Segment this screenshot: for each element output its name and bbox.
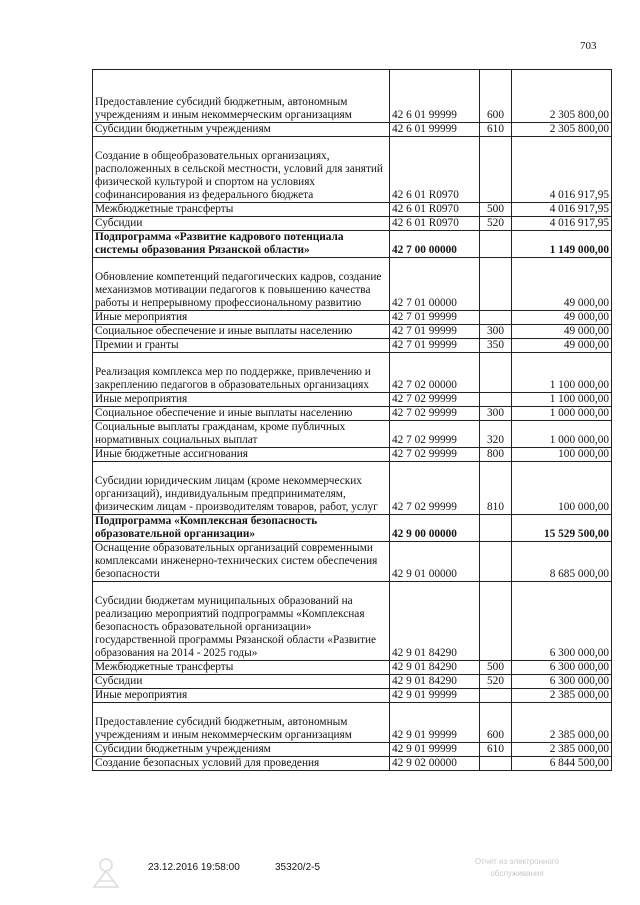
row-name-cell: Социальное обеспечение и иные выплаты населению bbox=[93, 325, 390, 339]
row-vr-cell: 520 bbox=[480, 217, 512, 231]
row-vr-cell: 610 bbox=[480, 743, 512, 757]
row-name-cell: Подпрограмма «Комплексная безопасность образовательной организации» bbox=[93, 515, 390, 542]
table-row bbox=[93, 203, 612, 217]
budget-table-body bbox=[93, 70, 612, 771]
row-vr-cell bbox=[480, 353, 512, 393]
table-row bbox=[93, 407, 612, 421]
row-name-cell: Реализация комплекса мер по поддержке, привлечению и закреплению педагогов в образовательных организациях bbox=[93, 353, 390, 393]
row-code-cell: 42 6 01 R0970 bbox=[390, 137, 480, 203]
table-row bbox=[93, 70, 612, 123]
row-vr-cell: 300 bbox=[480, 407, 512, 421]
row-vr-cell bbox=[480, 393, 512, 407]
table-row bbox=[93, 231, 612, 258]
row-vr-cell bbox=[480, 515, 512, 542]
footer-datetime: 23.12.2016 19:58:00 bbox=[148, 862, 240, 873]
row-vr-cell bbox=[480, 311, 512, 325]
table-row bbox=[93, 448, 612, 462]
table-row bbox=[93, 353, 612, 393]
footer-doc-id: 35320/2-5 bbox=[275, 862, 321, 873]
row-name-cell: Субсидии бюджетам муниципальных образований на реализацию мероприятий подпрограммы «Комплексная безопасность образовательной организации» государственной программы Рязанской области «Развитие образования на 2014 - 2025 годы» bbox=[93, 582, 390, 661]
row-sum-cell: 1 149 000,00 bbox=[512, 231, 612, 258]
page-number: 703 bbox=[580, 40, 597, 52]
table-row bbox=[93, 393, 612, 407]
row-vr-cell: 300 bbox=[480, 325, 512, 339]
row-vr-cell bbox=[480, 689, 512, 703]
row-code-cell: 42 6 01 99999 bbox=[390, 70, 480, 123]
table-row bbox=[93, 757, 612, 771]
row-vr-cell: 810 bbox=[480, 462, 512, 515]
row-code-cell: 42 9 02 00000 bbox=[390, 757, 480, 771]
row-sum-cell: 2 385 000,00 bbox=[512, 689, 612, 703]
watermark-stamp: Отчет из электронного обслуживания bbox=[474, 857, 560, 878]
row-code-cell: 42 9 01 99999 bbox=[390, 743, 480, 757]
row-name-cell: Оснащение образовательных организаций современными комплексами инженерно-технических систем обеспечения безопасности bbox=[93, 542, 390, 582]
row-code-cell: 42 7 01 99999 bbox=[390, 311, 480, 325]
row-name-cell: Межбюджетные трансферты bbox=[93, 203, 390, 217]
row-code-cell: 42 7 02 99999 bbox=[390, 448, 480, 462]
row-sum-cell: 49 000,00 bbox=[512, 325, 612, 339]
row-sum-cell: 4 016 917,95 bbox=[512, 203, 612, 217]
table-row bbox=[93, 462, 612, 515]
row-name-cell: Иные бюджетные ассигнования bbox=[93, 448, 390, 462]
table-row bbox=[93, 123, 612, 137]
row-vr-cell bbox=[480, 757, 512, 771]
row-code-cell: 42 9 00 00000 bbox=[390, 515, 480, 542]
row-code-cell: 42 9 01 84290 bbox=[390, 675, 480, 689]
table-row bbox=[93, 325, 612, 339]
table-row bbox=[93, 689, 612, 703]
row-vr-cell bbox=[480, 542, 512, 582]
row-sum-cell: 100 000,00 bbox=[512, 462, 612, 515]
row-code-cell: 42 6 01 99999 bbox=[390, 123, 480, 137]
row-sum-cell: 1 000 000,00 bbox=[512, 421, 612, 448]
table-row bbox=[93, 258, 612, 311]
budget-table bbox=[92, 69, 612, 771]
row-code-cell: 42 6 01 R0970 bbox=[390, 203, 480, 217]
row-vr-cell bbox=[480, 137, 512, 203]
table-row bbox=[93, 675, 612, 689]
row-code-cell: 42 9 01 99999 bbox=[390, 689, 480, 703]
row-vr-cell: 350 bbox=[480, 339, 512, 353]
row-sum-cell: 2 385 000,00 bbox=[512, 743, 612, 757]
row-sum-cell: 6 844 500,00 bbox=[512, 757, 612, 771]
table-row bbox=[93, 703, 612, 743]
row-name-cell: Субсидии юридическим лицам (кроме некоммерческих организаций), индивидуальным предпринимателям, физическим лицам - производителям товаров, работ, услуг bbox=[93, 462, 390, 515]
row-vr-cell bbox=[480, 582, 512, 661]
row-code-cell: 42 7 02 99999 bbox=[390, 393, 480, 407]
table-row bbox=[93, 515, 612, 542]
row-name-cell: Социальное обеспечение и иные выплаты населению bbox=[93, 407, 390, 421]
row-name-cell: Создание безопасных условий для проведения bbox=[93, 757, 390, 771]
row-sum-cell: 15 529 500,00 bbox=[512, 515, 612, 542]
row-sum-cell: 6 300 000,00 bbox=[512, 661, 612, 675]
table-row bbox=[93, 137, 612, 203]
row-sum-cell: 2 305 800,00 bbox=[512, 70, 612, 123]
row-name-cell: Субсидии бюджетным учреждениям bbox=[93, 123, 390, 137]
row-name-cell: Предоставление субсидий бюджетным, автономным учреждениям и иным некоммерческим организациям bbox=[93, 70, 390, 123]
row-vr-cell bbox=[480, 231, 512, 258]
row-name-cell: Иные мероприятия bbox=[93, 393, 390, 407]
row-vr-cell: 800 bbox=[480, 448, 512, 462]
row-vr-cell: 520 bbox=[480, 675, 512, 689]
table-row bbox=[93, 661, 612, 675]
row-code-cell: 42 9 01 84290 bbox=[390, 582, 480, 661]
row-vr-cell: 610 bbox=[480, 123, 512, 137]
row-sum-cell: 8 685 000,00 bbox=[512, 542, 612, 582]
row-sum-cell: 6 300 000,00 bbox=[512, 675, 612, 689]
row-name-cell: Подпрограмма «Развитие кадрового потенциала системы образования Рязанской области» bbox=[93, 231, 390, 258]
seal-mark bbox=[90, 855, 122, 889]
row-sum-cell: 4 016 917,95 bbox=[512, 137, 612, 203]
row-vr-cell: 600 bbox=[480, 703, 512, 743]
row-code-cell: 42 7 00 00000 bbox=[390, 231, 480, 258]
row-name-cell: Межбюджетные трансферты bbox=[93, 661, 390, 675]
table-row bbox=[93, 542, 612, 582]
row-sum-cell: 1 100 000,00 bbox=[512, 393, 612, 407]
row-name-cell: Субсидии бюджетным учреждениям bbox=[93, 743, 390, 757]
row-vr-cell: 600 bbox=[480, 70, 512, 123]
row-name-cell: Обновление компетенций педагогических кадров, создание механизмов мотивации педагогов к повышению качества работы и непрерывному профессиональному развитию bbox=[93, 258, 390, 311]
row-code-cell: 42 7 02 00000 bbox=[390, 353, 480, 393]
row-sum-cell: 1 000 000,00 bbox=[512, 407, 612, 421]
table-row bbox=[93, 217, 612, 231]
row-name-cell: Премии и гранты bbox=[93, 339, 390, 353]
row-name-cell: Иные мероприятия bbox=[93, 311, 390, 325]
row-sum-cell: 2 305 800,00 bbox=[512, 123, 612, 137]
row-sum-cell: 49 000,00 bbox=[512, 339, 612, 353]
row-code-cell: 42 9 01 99999 bbox=[390, 703, 480, 743]
row-code-cell: 42 7 01 00000 bbox=[390, 258, 480, 311]
row-sum-cell: 6 300 000,00 bbox=[512, 582, 612, 661]
row-sum-cell: 49 000,00 bbox=[512, 258, 612, 311]
row-code-cell: 42 9 01 84290 bbox=[390, 661, 480, 675]
row-name-cell: Субсидии bbox=[93, 675, 390, 689]
row-name-cell: Субсидии bbox=[93, 217, 390, 231]
row-sum-cell: 1 100 000,00 bbox=[512, 353, 612, 393]
table-row bbox=[93, 582, 612, 661]
row-sum-cell: 49 000,00 bbox=[512, 311, 612, 325]
row-code-cell: 42 7 02 99999 bbox=[390, 407, 480, 421]
row-name-cell: Иные мероприятия bbox=[93, 689, 390, 703]
row-code-cell: 42 7 02 99999 bbox=[390, 421, 480, 448]
row-sum-cell: 2 385 000,00 bbox=[512, 703, 612, 743]
row-code-cell: 42 6 01 R0970 bbox=[390, 217, 480, 231]
row-code-cell: 42 7 01 99999 bbox=[390, 325, 480, 339]
table-row bbox=[93, 339, 612, 353]
row-code-cell: 42 7 02 99999 bbox=[390, 462, 480, 515]
row-name-cell: Социальные выплаты гражданам, кроме публичных нормативных социальных выплат bbox=[93, 421, 390, 448]
row-code-cell: 42 7 01 99999 bbox=[390, 339, 480, 353]
row-vr-cell: 500 bbox=[480, 661, 512, 675]
row-name-cell: Предоставление субсидий бюджетным, автономным учреждениям и иным некоммерческим организациям bbox=[93, 703, 390, 743]
row-sum-cell: 4 016 917,95 bbox=[512, 217, 612, 231]
table-row bbox=[93, 743, 612, 757]
row-code-cell: 42 9 01 00000 bbox=[390, 542, 480, 582]
table-row bbox=[93, 421, 612, 448]
table-row bbox=[93, 311, 612, 325]
row-sum-cell: 100 000,00 bbox=[512, 448, 612, 462]
row-vr-cell bbox=[480, 258, 512, 311]
row-vr-cell: 320 bbox=[480, 421, 512, 448]
row-vr-cell: 500 bbox=[480, 203, 512, 217]
row-name-cell: Создание в общеобразовательных организациях, расположенных в сельской местности, условий для занятий физической культурой и спортом на условиях софинансирования из федерального бюджета bbox=[93, 137, 390, 203]
